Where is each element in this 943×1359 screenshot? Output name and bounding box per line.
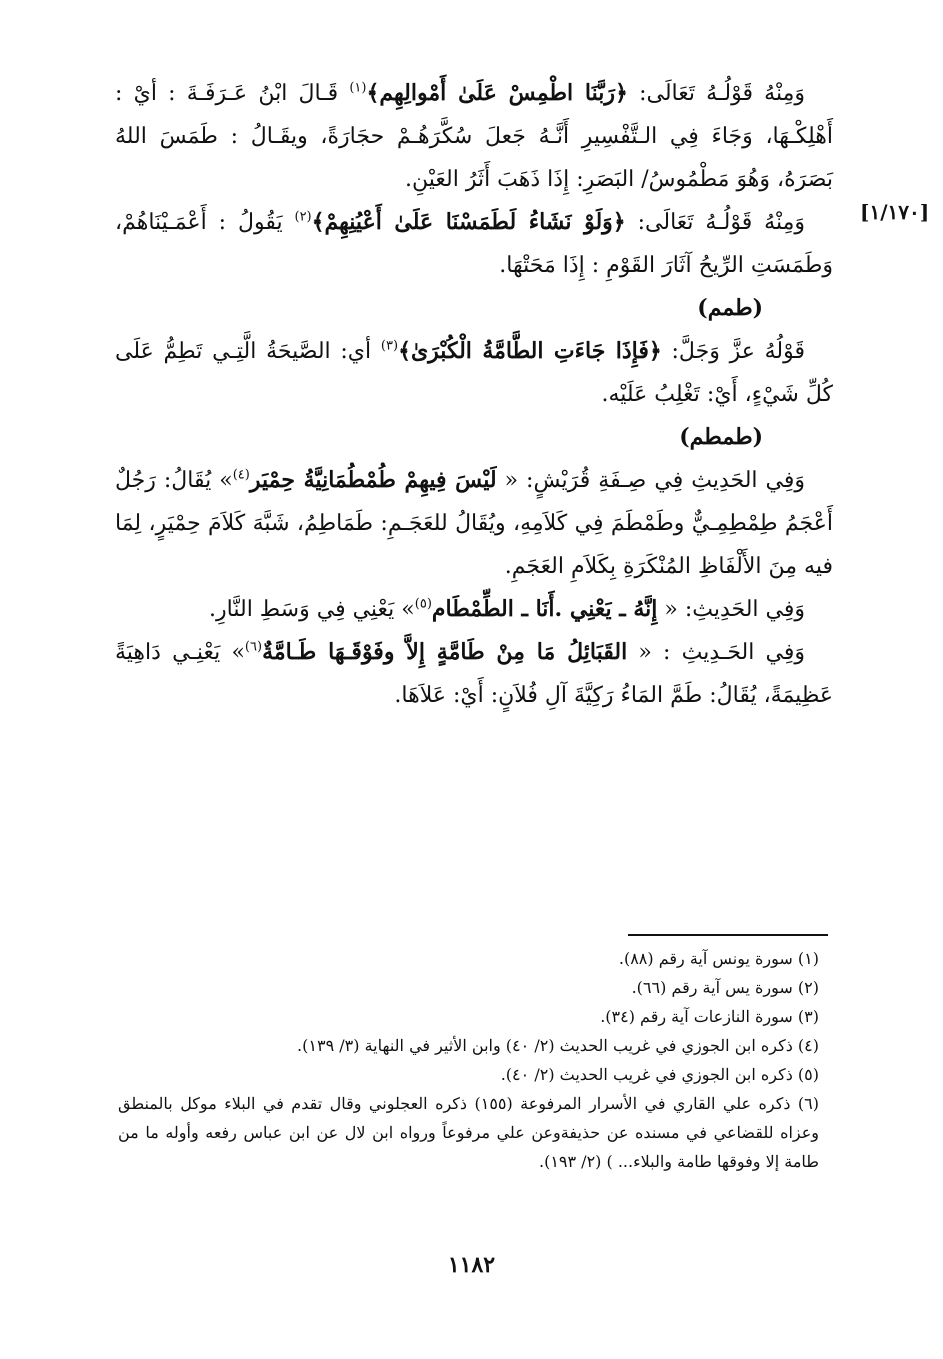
entry-paragraph-3 <box>115 330 833 416</box>
footnotes <box>118 944 833 1176</box>
footnote-6: (٦) ذكره علي القاري في الأسرار المرفوعة (١٥٥) ذكره العجلوني وقال تقدم في البلاء موكل بالمنطق وعزاه للقضاعي في مسنده عن حذيفةوعن علي مرفوعاً ورواه ابن لال عن ابن عباس رفعه وأوله ما من طامة إلا وفوقها طامة والبلاء... ) (٢/ ١٩٣). <box>118 1094 820 1171</box>
paragraph-text: » يَعْنِـي دَاهِيَةً عَظِيمَةً، يُقَالُ: طَمَّ المَاءُ رَكِيَّةَ آلِ فُلاَنٍ: أَيْ: عَلاَهَا. <box>115 640 833 708</box>
paragraph-text: وَفِي الحَدِيثِ فِي صِـفَةِ قُرَيْشٍ: « <box>496 468 806 493</box>
paragraph-text: أي: الصَّيحَةُ الَّتِـي تَطِمُّ عَلَى كُلِّ شَيْءٍ، أَيْ: تَغْلِبُ عَلَيْه. <box>115 339 833 407</box>
footnote-4: (٤) ذكره ابن الجوزي في غريب الحديث (٢/ ٤٠) وابن الأثير في النهاية (٣/ ١٣٩). <box>297 1036 819 1055</box>
quran-quote: ﴿فَإِذَا جَاءَتِ الطَّامَّةُ الْكُبْرَىٰ﴾ <box>398 338 662 364</box>
quran-quote: ﴿وَلَوْ نَشَاءُ لَطَمَسْنَا عَلَىٰ أَعْيُنِهِمْ﴾ <box>311 209 626 235</box>
paragraph-text: يَقُولُ : أَعْمَـيْنَاهُمْ، وَطَمَسَتِ الرِّيحُ آثَارَ القَوْمِ : إِذَا مَحَتْهَا. <box>115 210 833 278</box>
footnote-ref: (٢) <box>294 209 312 225</box>
footnote-divider <box>628 934 828 936</box>
footnote-3: (٣) سورة النازعات آية رقم (٣٤). <box>600 1007 819 1026</box>
footnote-2: (٢) سورة يس آية رقم (٦٦). <box>631 978 819 997</box>
footnote-ref: (٦) <box>244 639 263 655</box>
hadith-quote: لَيْسَ فِيهِمْ طُمْطُمَانِيَّةُ حِمْيَر <box>249 467 497 493</box>
main-text <box>115 72 833 717</box>
paragraph-text: » يُقَالُ: رَجُلٌ أَعْجَمُ طِمْطِمِـيٌّ وطَمْطَمَ فِي كَلاَمِهِ، ويُقَالُ للعَجَـمِ: طَمَاطِمُ، شَبَّهَ كَلاَمَ حِمْيَرٍ، لِمَا فيه مِنَ الأَلْفَاظِ المُنْكَرَةِ بِكَلاَمِ العَجَمِ. <box>115 468 833 579</box>
hadith-quote: القَبَائِلُ مَا مِنْ طَامَّةٍ إِلاَّ وفَوْقَـهَا طَـامَّةٌ <box>262 639 628 665</box>
paragraph-text: وَمِنْهُ قَوْلُـهُ تَعَالَى: <box>627 81 805 106</box>
footnote-5: (٥) ذكره ابن الجوزي في غريب الحديث (٢/ ٤٠). <box>500 1065 819 1084</box>
entry-paragraph-4 <box>115 459 833 588</box>
footnote-1: (١) سورة يونس آية رقم (٨٨). <box>618 949 819 968</box>
entry-paragraph-2 <box>115 201 833 287</box>
entry-paragraph-1 <box>115 72 833 201</box>
quran-quote: ﴿رَبَّنَا اطْمِسْ عَلَىٰ أَمْوالِهِم﴾ <box>366 80 628 106</box>
entry-paragraph-5 <box>115 588 833 631</box>
hadith-quote: إِنَّهُ ـ يَعْنِي .أَنَا ـ الطِّمْطَام <box>431 596 658 622</box>
entry-heading: (طمم) <box>697 295 763 321</box>
footnote-ref: (١) <box>349 80 367 96</box>
paragraph-text: قَوْلُهُ عزَّ وَجَلَّ: <box>661 339 805 364</box>
paragraph-text: قَـالَ ابْنُ عَـرَفَـةَ : أيْ : أَهْلِكْـهَا، وَجَاءَ فِي الـتَّفْسِيرِ أَنَّـهُ جَعلَ سُكَّرَهُـمْ حجَارَةً، ويقَـالُ : طَمَسَ اللهُ بَصَرَهُ، وَهُوَ مَطْمُوسُ/ البَصَرِ: إِذَا ذَهَبَ أَثَرُ العَيْنِ. <box>115 81 833 192</box>
footnote-ref: (٥) <box>414 596 432 612</box>
footnote-ref: (٤) <box>232 467 250 483</box>
paragraph-text: » يَعْنِي فِي وَسَطِ النَّارِ. <box>209 597 415 622</box>
paragraph-text: وَفِي الحَـدِيثِ : « <box>627 640 805 665</box>
page-number: ١١٨٢ <box>447 1252 496 1278</box>
paragraph-text: وَفِي الحَدِيثِ: « <box>657 597 805 622</box>
footnote-ref: (٣) <box>380 338 399 354</box>
entry-heading: (طمطم) <box>679 424 763 450</box>
paragraph-text: وَمِنْهُ قَوْلُـهُ تَعَالَى: <box>625 210 805 235</box>
entry-paragraph-6 <box>115 631 833 717</box>
margin-page-marker: [١/١٧٠] <box>860 200 930 224</box>
